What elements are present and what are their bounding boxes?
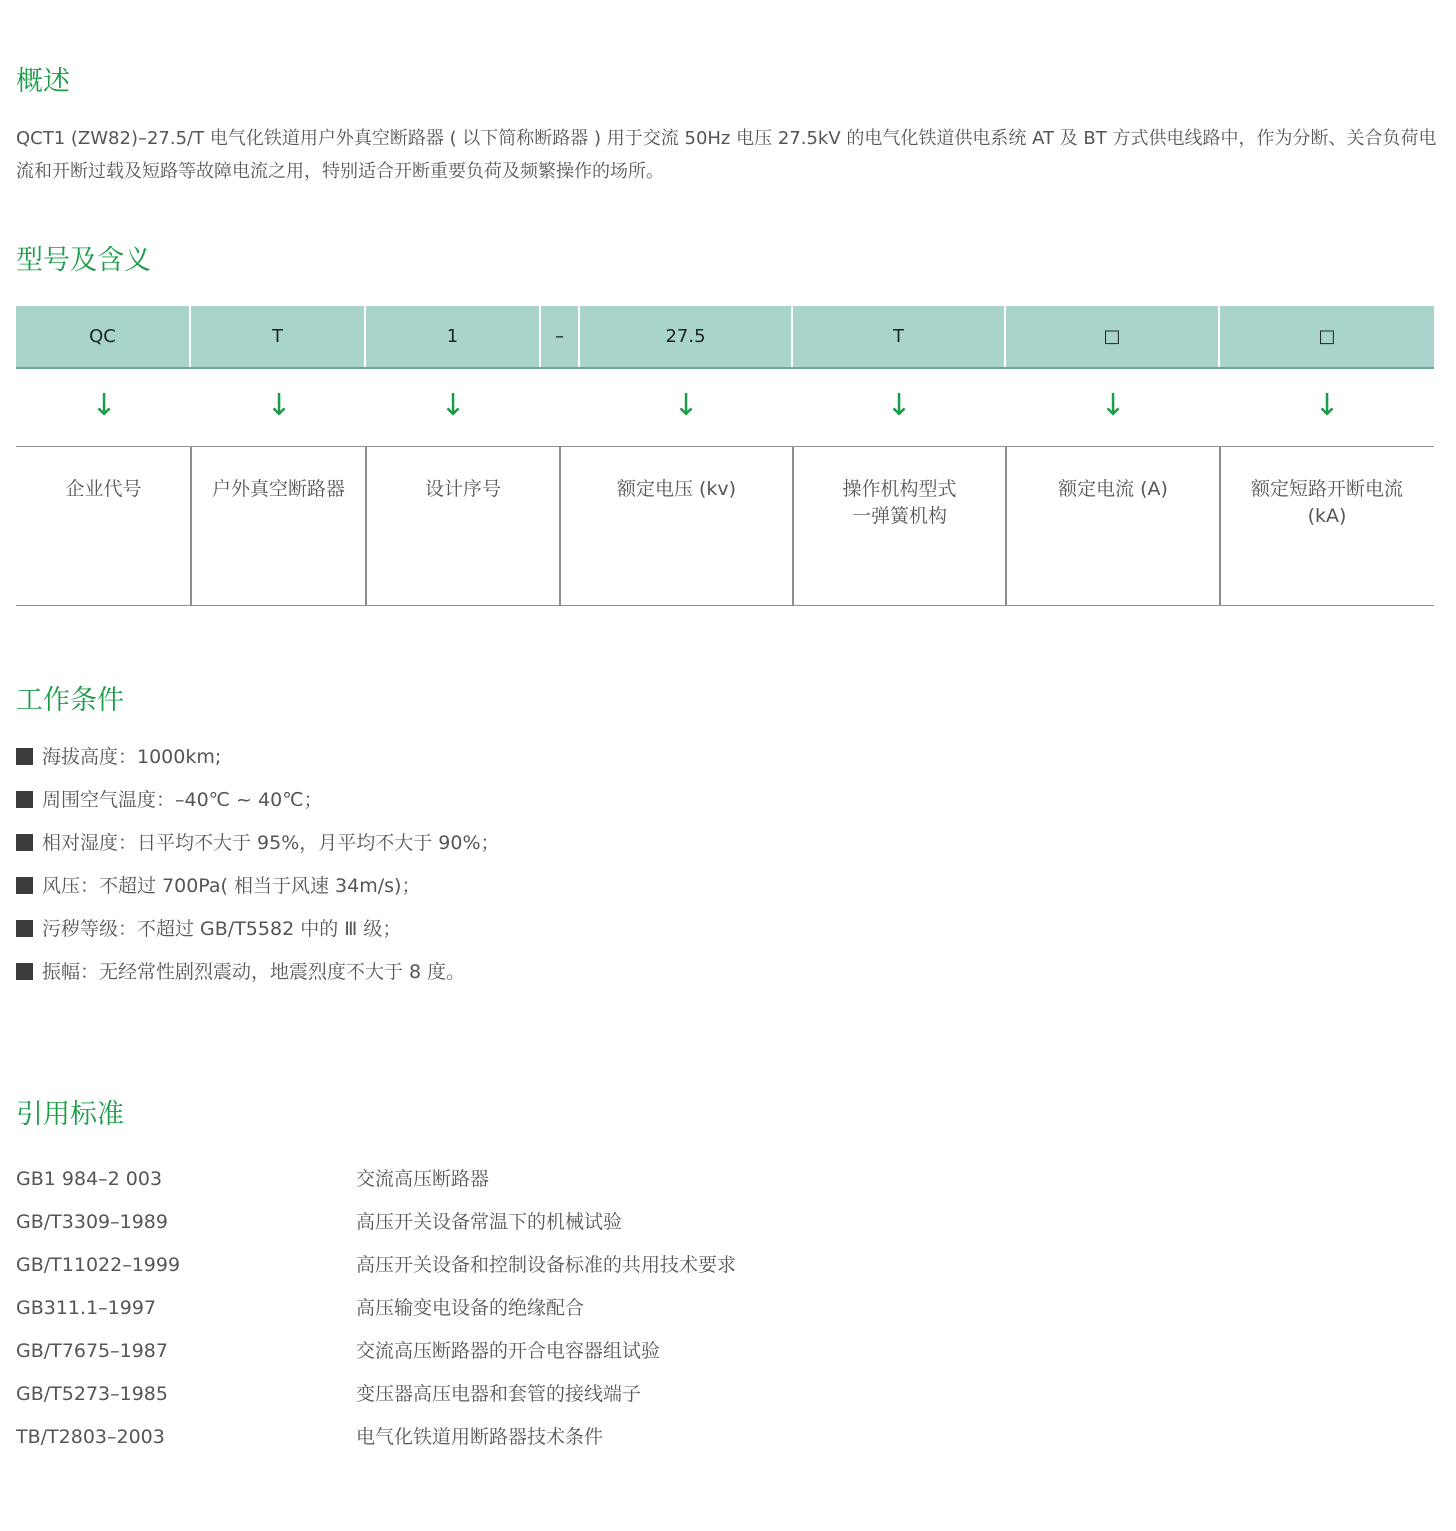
standard-row — [16, 1162, 1016, 1205]
down-arrow-icon: ↓ — [1314, 388, 1340, 423]
standard-name: 高压开关设备常温下的机械试验 — [356, 1211, 623, 1233]
standard-name: 高压开关设备和控制设备标准的共用技术要求 — [356, 1254, 737, 1276]
standard-row — [16, 1291, 1016, 1334]
standard-code: GB311.1–1997 — [16, 1297, 157, 1319]
standard-code: GB/T3309–1989 — [16, 1211, 168, 1233]
code-cell: QC — [16, 306, 191, 367]
code-cell: □ — [1006, 306, 1220, 367]
meaning-cell-mechanism-type: 操作机构型式 一弹簧机构 — [842, 478, 957, 527]
conditions-list — [16, 740, 500, 998]
down-arrow-icon: ↓ — [266, 388, 292, 423]
standard-code: TB/T2803–2003 — [16, 1426, 165, 1448]
standard-name: 高压输变电设备的绝缘配合 — [356, 1297, 585, 1319]
meaning-cell-rated-voltage: 额定电压 (kv) — [616, 478, 737, 500]
list-item: 相对湿度：日平均不大于 95%，月平均不大于 90%； — [16, 826, 500, 869]
list-item: 振幅：无经常性剧烈震动，地震烈度不大于 8 度。 — [16, 955, 500, 998]
overview-text: QCT1 (ZW82)–27.5/T 电气化铁道用户外真空断路器 ( 以下简称断路器 ) 用于交流 50Hz 电压 27.5kV 的电气化铁道供电系统 AT 及 BT 方式供电线路中，作为分断、关合负荷电流和开断过载及短路等故障电流之用，特别适合开断重要负荷及频繁操作的场所。 — [16, 128, 1437, 182]
square-bullet-icon — [16, 877, 33, 894]
code-cell: – — [541, 306, 580, 367]
standard-row — [16, 1205, 1016, 1248]
down-arrow-icon: ↓ — [673, 388, 699, 423]
standard-name: 变压器高压电器和套管的接线端子 — [356, 1383, 642, 1405]
square-bullet-icon — [16, 963, 33, 980]
standard-code: GB/T7675–1987 — [16, 1340, 168, 1362]
standard-row — [16, 1334, 1016, 1377]
list-item: 风压：不超过 700Pa( 相当于风速 34m/s)； — [16, 869, 500, 912]
code-cell: 27.5 — [580, 306, 793, 367]
code-cell: □ — [1318, 326, 1336, 347]
meaning-cell-short-circuit-current: 额定短路开断电流 (kA) — [1250, 478, 1403, 527]
meaning-cell-breaker-type: 户外真空断路器 — [211, 478, 345, 500]
meaning-cell-company-code: 企业代号 — [65, 478, 142, 500]
standard-row — [16, 1377, 1016, 1420]
meaning-cell-design-serial: 设计序号 — [424, 478, 501, 500]
square-bullet-icon — [16, 920, 33, 937]
standard-row — [16, 1248, 1016, 1291]
meaning-cell-rated-current: 额定电流 (A) — [1058, 478, 1168, 500]
model-code-row — [16, 306, 1434, 369]
square-bullet-icon — [16, 791, 33, 808]
square-bullet-icon — [16, 748, 33, 765]
down-arrow-icon: ↓ — [886, 388, 912, 423]
square-bullet-icon — [16, 834, 33, 851]
model-meaning-row — [16, 446, 1434, 606]
overview-title: 概述 — [16, 66, 70, 97]
down-arrow-icon: ↓ — [91, 388, 117, 423]
standard-name: 电气化铁道用断路器技术条件 — [356, 1426, 604, 1448]
code-cell: 1 — [366, 306, 541, 367]
down-arrow-icon: ↓ — [440, 388, 466, 423]
standards-title: 引用标准 — [16, 1099, 124, 1130]
model-title: 型号及含义 — [16, 245, 151, 276]
standard-name: 交流高压断路器 — [356, 1168, 490, 1190]
standard-code: GB/T5273–1985 — [16, 1383, 168, 1405]
code-cell: T — [191, 306, 366, 367]
list-item: 海拔高度：1000km; — [16, 740, 500, 783]
standard-code: GB1 984–2 003 — [16, 1168, 163, 1190]
standards-list — [16, 1162, 1016, 1463]
standard-code: GB/T11022–1999 — [16, 1254, 181, 1276]
list-item: 污秽等级：不超过 GB/T5582 中的 Ⅲ 级； — [16, 912, 500, 955]
standard-name: 交流高压断路器的开合电容器组试验 — [356, 1340, 661, 1362]
down-arrow-icon: ↓ — [1100, 388, 1126, 423]
code-cell: T — [793, 306, 1006, 367]
standard-row — [16, 1420, 1016, 1463]
conditions-title: 工作条件 — [16, 685, 124, 716]
list-item: 周围空气温度：–40℃ ~ 40℃； — [16, 783, 500, 826]
